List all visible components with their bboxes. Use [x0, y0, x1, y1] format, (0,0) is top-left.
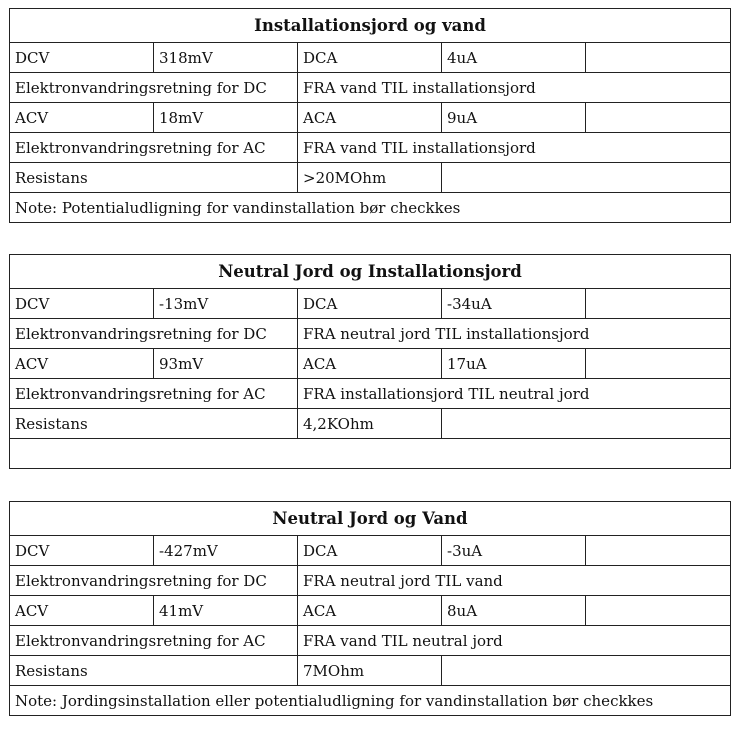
acv-label: ACV	[10, 596, 154, 626]
aca-value: 17uA	[442, 349, 586, 379]
empty-cell	[586, 349, 731, 379]
table-title: Installationsjord og vand	[10, 9, 731, 43]
dca-label: DCA	[298, 43, 442, 73]
dcv-value: 318mV	[154, 43, 298, 73]
table-row	[10, 596, 731, 626]
measurement-table-neutral-jord-vand	[9, 501, 731, 716]
note	[10, 439, 731, 469]
ac-direction-label: Elektronvandringsretning for AC	[10, 133, 298, 163]
ac-direction-value: FRA installationsjord TIL neutral jord	[298, 379, 731, 409]
table-row	[10, 349, 731, 379]
table-row	[10, 319, 731, 349]
dcv-value: -427mV	[154, 536, 298, 566]
dc-direction-value: FRA vand TIL installationsjord	[298, 73, 731, 103]
aca-label: ACA	[298, 349, 442, 379]
dca-value: -34uA	[442, 289, 586, 319]
empty-cell	[586, 536, 731, 566]
aca-label: ACA	[298, 103, 442, 133]
measurement-table-installationsjord-vand	[9, 8, 731, 223]
table-row	[10, 566, 731, 596]
ac-direction-value: FRA vand TIL neutral jord	[298, 626, 731, 656]
table-row	[10, 43, 731, 73]
note: Note: Jordingsinstallation eller potentialudligning for vandinstallation bør checkkes	[10, 686, 731, 716]
aca-value: 9uA	[442, 103, 586, 133]
dc-direction-label: Elektronvandringsretning for DC	[10, 73, 298, 103]
table-row	[10, 163, 731, 193]
empty-cell	[442, 163, 731, 193]
table-row	[10, 73, 731, 103]
dc-direction-value: FRA neutral jord TIL installationsjord	[298, 319, 731, 349]
resistance-label: Resistans	[10, 163, 298, 193]
table-title: Neutral Jord og Installationsjord	[10, 255, 731, 289]
ac-direction-label: Elektronvandringsretning for AC	[10, 379, 298, 409]
dcv-label: DCV	[10, 289, 154, 319]
table-row	[10, 626, 731, 656]
table-row	[10, 686, 731, 716]
table-row	[10, 379, 731, 409]
ac-direction-label: Elektronvandringsretning for AC	[10, 626, 298, 656]
table-row	[10, 439, 731, 469]
dc-direction-value: FRA neutral jord TIL vand	[298, 566, 731, 596]
table-row	[10, 656, 731, 686]
dca-label: DCA	[298, 289, 442, 319]
dcv-label: DCV	[10, 536, 154, 566]
table-title: Neutral Jord og Vand	[10, 502, 731, 536]
empty-cell	[442, 656, 731, 686]
dcv-label: DCV	[10, 43, 154, 73]
resistance-label: Resistans	[10, 409, 298, 439]
acv-label: ACV	[10, 103, 154, 133]
acv-value: 93mV	[154, 349, 298, 379]
acv-value: 41mV	[154, 596, 298, 626]
table-row	[10, 289, 731, 319]
dc-direction-label: Elektronvandringsretning for DC	[10, 319, 298, 349]
table-row	[10, 536, 731, 566]
resistance-label: Resistans	[10, 656, 298, 686]
empty-cell	[442, 409, 731, 439]
table-row	[10, 133, 731, 163]
dca-value: -3uA	[442, 536, 586, 566]
dcv-value: -13mV	[154, 289, 298, 319]
acv-label: ACV	[10, 349, 154, 379]
resistance-value: 4,2KOhm	[298, 409, 442, 439]
empty-cell	[586, 596, 731, 626]
note: Note: Potentialudligning for vandinstallation bør checkkes	[10, 193, 731, 223]
empty-cell	[586, 289, 731, 319]
dc-direction-label: Elektronvandringsretning for DC	[10, 566, 298, 596]
table-row	[10, 193, 731, 223]
table-row	[10, 409, 731, 439]
empty-cell	[586, 43, 731, 73]
dca-label: DCA	[298, 536, 442, 566]
empty-cell	[586, 103, 731, 133]
resistance-value: 7MOhm	[298, 656, 442, 686]
measurement-table-neutral-jord-installationsjord	[9, 254, 731, 469]
resistance-value: >20MOhm	[298, 163, 442, 193]
aca-value: 8uA	[442, 596, 586, 626]
acv-value: 18mV	[154, 103, 298, 133]
table-row	[10, 103, 731, 133]
aca-label: ACA	[298, 596, 442, 626]
ac-direction-value: FRA vand TIL installationsjord	[298, 133, 731, 163]
dca-value: 4uA	[442, 43, 586, 73]
